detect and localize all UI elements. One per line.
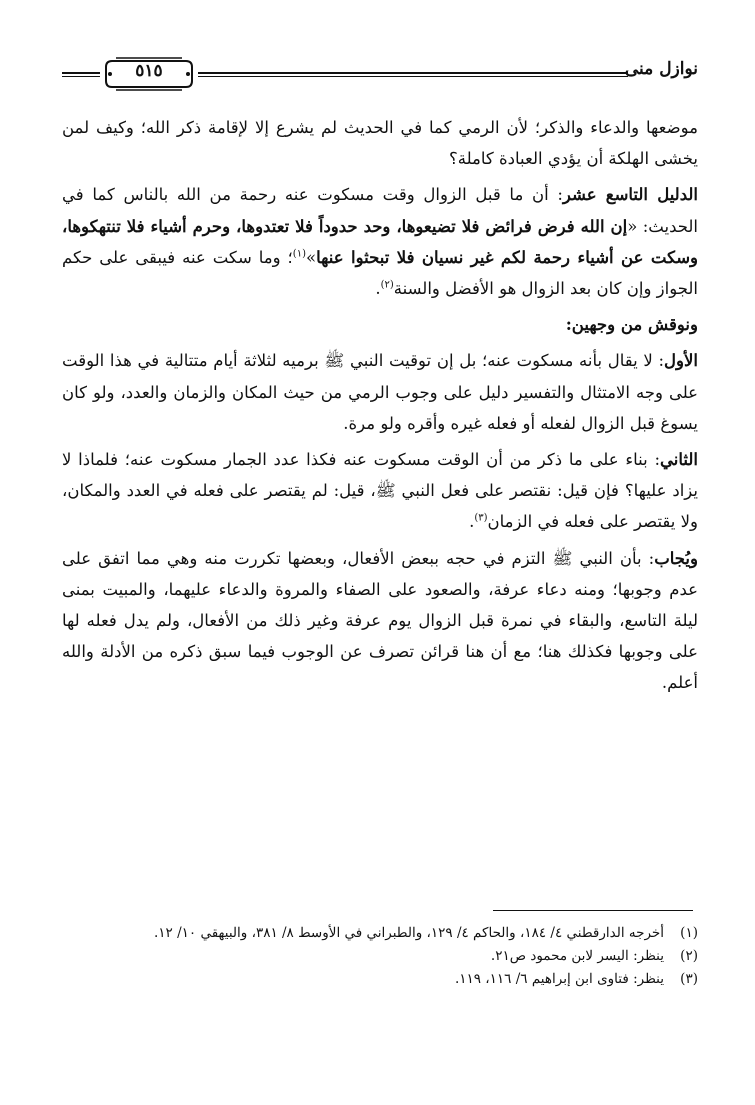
paragraph: [62, 112, 698, 174]
footnote-marker[interactable]: (١): [292, 248, 306, 260]
text-run: »: [305, 247, 317, 267]
bold-run: الدليل التاسع عشر: [562, 185, 698, 205]
footnote-number: (١): [680, 925, 698, 941]
main-text: [62, 112, 698, 704]
running-title: نوازل منى: [624, 59, 698, 79]
page-header: [62, 55, 698, 95]
footnote-text: أخرجه الدارقطني ٤/ ١٨٤، والحاكم ٤/ ١٢٩، والطبراني في الأوسط ٨/ ٣٨١، والبيهقي ١٠/ ١٢.: [153, 925, 664, 941]
footnote: [62, 922, 698, 945]
page-number-ornament: [104, 57, 194, 91]
bold-run: ويُجاب: [654, 548, 698, 568]
header-rule-short: [62, 72, 100, 77]
text-run: : أن ما قبل الزوال وقت مسكوت عنه رحمة من الله بالناس كما في الحديث: «: [62, 185, 699, 236]
bold-run: الأول: [664, 351, 698, 371]
text-run: .: [375, 279, 381, 299]
bold-run: الثاني: [660, 450, 698, 470]
page-number: ٥١٥: [135, 61, 163, 81]
paragraph: [62, 543, 698, 699]
footnote-marker[interactable]: (٢): [380, 279, 394, 291]
footnote-separator: [493, 910, 693, 911]
footnote-text: ينظر: اليسر لابن محمود ص٢١.: [490, 948, 664, 964]
footnote-text: ينظر: فتاوى ابن إبراهيم ٦/ ١١٦، ١١٩.: [454, 971, 664, 987]
text-run: : بأن النبي ﷺ التزم في حجه ببعض الأفعال، وبعضها تكررت منه وهي مما اتفق على عدم وجوبها؛ ومنه دعاء عرفة، والصعود على الصفاء والمروة والدعاء عليهما، والمبيت بمنى ليلة التاسع، والبقاء في نمرة قبل الزوال يوم عرفة وغير ذلك من الأفعال، ولم يدل فعله لها على وجوبها فكذلك هنا؛ مع أن هنا قرائن تصرف عن الوجوب فيما سبق ذكره من الأدلة والله أعلم.: [62, 548, 698, 693]
footnote: [62, 945, 698, 968]
bold-run: إن الله فرض فرائض فلا تضيعوها، وحد حدوداً فلا تعتدوها، وحرم أشياء فلا تنتهكوها، وسكت عن أشياء رحمة لكم غير نسيان فلا تبحثوا عنها: [62, 216, 698, 267]
paragraph: [62, 309, 698, 340]
text-run: موضعها والدعاء والذكر؛ لأن الرمي كما في الحديث لم يشرع إلا لإقامة ذكر الله؛ وكيف لمن يخشى الهلكة أن يؤدي العبادة كاملة؟: [62, 118, 698, 169]
text-run: : بناء على ما ذكر من أن الوقت مسكوت عنه فكذا عدد الجمار مسكوت عنه؛ فلماذا لا يزاد عليها؟ فإن قيل: نقتصر على فعل النبي ﷺ، قيل: لم يقتصر على فعله في العدد والمكان، ولا يقتصر على فعله في الزمان: [62, 450, 698, 532]
footnote: [62, 968, 698, 991]
paragraph: [62, 444, 698, 538]
paragraph: [62, 179, 698, 304]
footnotes: [62, 922, 698, 991]
paragraph: [62, 345, 698, 439]
text-run: .: [469, 512, 475, 532]
header-rule: [198, 72, 628, 77]
bold-run: ونوقش من وجهين:: [565, 315, 698, 335]
footnote-number: (٣): [680, 971, 698, 987]
text-run: : لا يقال بأنه مسكوت عنه؛ بل إن توقيت النبي ﷺ برميه لثلاثة أيام متتالية في هذا الوقت على وجه الامتثال والتفسير دليل على وجوب الرمي من حيث المكان والزمان والعدد، ولو كان يسوغ قبل الزوال لفعله أو فعله غيره وأقره ولو مرة.: [62, 351, 698, 433]
text-run: ؛ وما سكت عنه فيبقى على حكم الجواز وإن كان بعد الزوال هو الأفضل والسنة: [62, 247, 698, 299]
footnote-number: (٢): [680, 948, 698, 964]
footnote-marker[interactable]: (٣): [474, 512, 488, 524]
